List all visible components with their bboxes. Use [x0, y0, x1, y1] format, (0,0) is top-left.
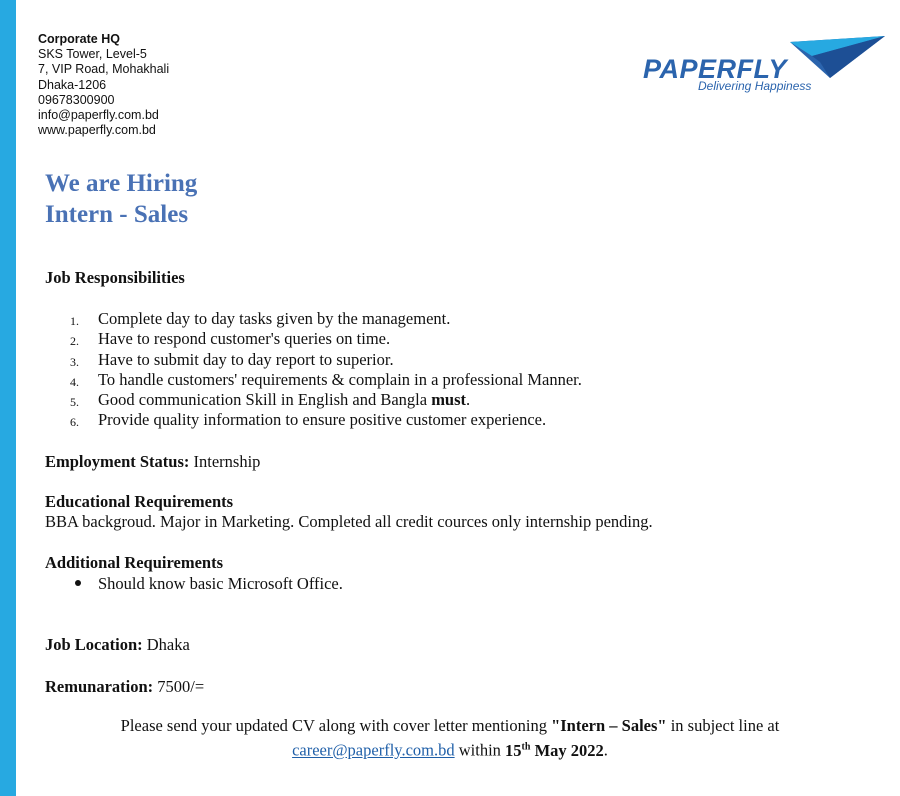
headline-line-2: Intern - Sales — [45, 201, 189, 228]
logo-wordmark: PAPERFLY — [643, 54, 788, 84]
employment-status — [45, 452, 260, 472]
bullet-icon — [75, 580, 81, 586]
location-value: Dhaka — [146, 635, 190, 654]
responsibilities-list — [60, 309, 582, 431]
list-item: 4. To handle customers' requirements & complain in a professional Manner. — [70, 369, 582, 389]
logo-tagline: Delivering Happiness — [698, 79, 812, 93]
closing-instructions: Please send your updated CV along with cover letter mentioning "Intern – Sales" in subject line at career@paperfly.com.bd within 15th May 2022. — [120, 716, 780, 760]
address-line: SKS Tower, Level-5 — [38, 47, 147, 62]
hq-title: Corporate HQ — [38, 32, 120, 46]
phone-number: 09678300900 — [38, 92, 115, 107]
subject-line: "Intern – Sales" — [551, 716, 667, 735]
list-item: 1. Complete day to day tasks given by the management. — [70, 309, 451, 328]
responsibilities-title: Job Responsibilities — [45, 268, 185, 287]
additional-title: Additional Requirements — [45, 553, 224, 572]
list-item: 2. Have to respond customer's queries on time. — [70, 329, 391, 349]
job-location — [45, 635, 190, 655]
address-line: Dhaka-1206 — [38, 77, 107, 92]
education-text: BBA backgroud. Major in Marketing. Completed all credit cources only internship pending. — [45, 512, 653, 531]
address-line: 7, VIP Road, Mohakhali — [38, 62, 170, 77]
side-accent-bar — [0, 0, 16, 796]
career-email-link[interactable]: career@paperfly.com.bd — [292, 740, 455, 760]
headline-line-1: We are Hiring — [45, 170, 198, 197]
education-title: Educational Requirements — [45, 492, 234, 511]
location-label: Job Location: — [45, 635, 143, 654]
employment-value: Internship — [193, 452, 261, 471]
website: www.paperfly.com.bd — [38, 123, 156, 138]
deadline: 15th May 2022 — [505, 740, 604, 760]
paperfly-logo — [640, 34, 890, 96]
remuneration — [45, 677, 204, 697]
additional-item: Should know basic Microsoft Office. — [60, 574, 343, 594]
info-email: info@paperfly.com.bd — [38, 108, 159, 123]
paper-plane-icon — [790, 34, 885, 82]
list-item: 5. Good communication Skill in English and Bangla must. — [70, 390, 471, 410]
remuneration-value: 7500/= — [157, 677, 205, 696]
remuneration-label: Remunaration: — [45, 677, 154, 696]
list-item: 6. Provide quality information to ensure positive customer experience. — [70, 410, 547, 430]
page-headline — [45, 168, 197, 230]
list-item: 3. Have to submit day to day report to superior. — [70, 349, 394, 369]
corporate-address-block — [38, 32, 169, 138]
employment-label: Employment Status: — [45, 452, 190, 471]
